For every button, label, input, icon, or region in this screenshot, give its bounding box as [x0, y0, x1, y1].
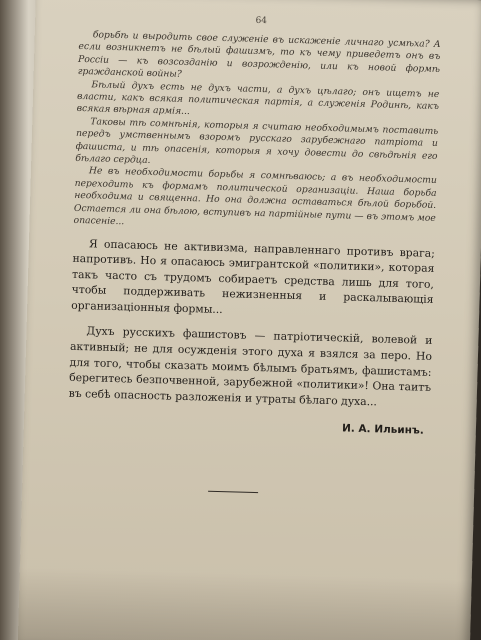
end-rule: [208, 491, 258, 493]
page-shadow: [18, 567, 472, 640]
page-number: 64: [255, 15, 268, 27]
paragraph: Духъ русскихъ фашистовъ — патріотическій, волевой и активный; не для осужденія этого духа я взялся за перо. Но для того, чтобы сказать моимъ бѣлымъ братьямъ, фашистамъ: берегитесь безпочвенной, зарубежной «политики»! Она таитъ въ себѣ опасность разложенія и утраты бѣлаго духа...: [68, 324, 433, 409]
book-page: [18, 0, 481, 640]
author-signature: И. А. Ильинъ.: [341, 422, 425, 438]
page-text: [68, 29, 441, 437]
paragraph: Бѣлый духъ есть не духъ части, а духъ цѣлаго; онъ ищетъ не власти, какъ всякая политическая партія, а служенія Родинѣ, какъ всякая вѣрная армія...: [76, 78, 440, 118]
paragraph: Я опасаюсь не активизма, направленнаго противъ врага; напротивъ. Но я опасаюсь эмигрантской «политики», которая такъ часто съ трудомъ собираетъ средства лишь для того, чтобы поддерживать нежизненныя и раскалывающія организаціонныя формы...: [71, 236, 436, 316]
paragraph: Не въ необходимости борьбы я сомнѣваюсь; а въ необходимости переходить къ формамъ политической организаціи. Наша борьба необходима и священна. Но она должна оставаться бѣлой борьбой. Остается ли она бѣлою, вступивъ на партійные пути — въ этомъ мое опасеніе...: [73, 165, 438, 228]
paragraph: Таковы тѣ сомнѣнія, которыя я считаю необходимымъ поставить передъ умственнымъ взоромъ русскаго зарубежнаго патріота и фашиста, и тѣ опасенія, которыя я хочу довести до свѣдѣнія его бѣлаго сердца.: [75, 116, 439, 167]
small-print-section: [73, 29, 440, 238]
paragraph: борьбѣ и выродить свое служеніе въ искаженіе личнаго усмѣха? А если возникнетъ не бѣлый фашизмъ, то къ чему приведетъ онъ въ Россіи — къ возсозданію и возрожденію, или къ новой формѣ гражданской войны?: [77, 29, 441, 81]
large-print-section: [69, 235, 435, 411]
